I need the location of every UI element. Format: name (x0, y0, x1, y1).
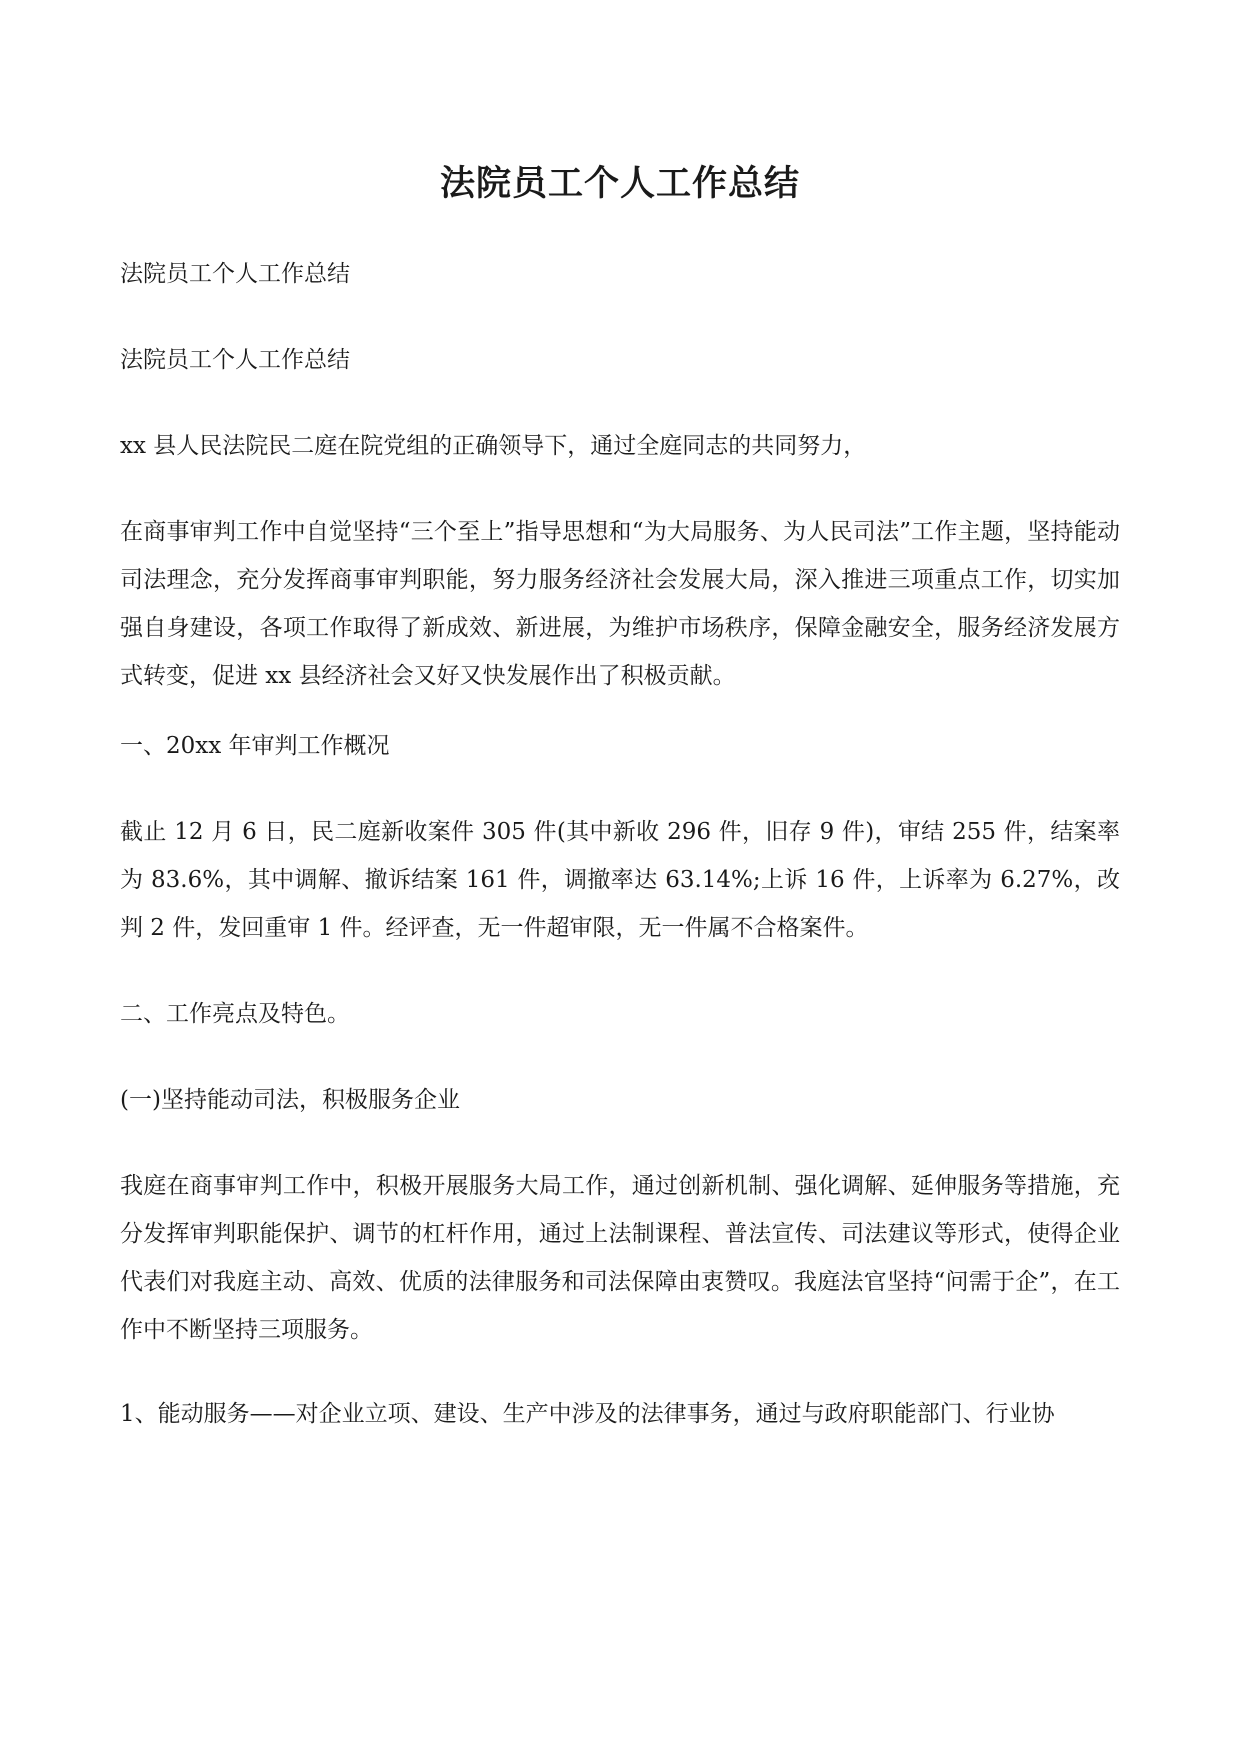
intro-paragraph: xx 县人民法院民二庭在院党组的正确领导下，通过全庭同志的共同努力， (120, 433, 867, 459)
document-title: 法院员工个人工作总结 (439, 163, 800, 204)
subtitle-line-2: 法院员工个人工作总结 (120, 347, 350, 373)
statistics-paragraph: 截止 12 月 6 日，民二庭新收案件 305 件(其中新收 296 件，旧存 9 件)，审结 255 件，结案率为 83.6%，其中调解、撤诉结案 161 件，调撤率达 63.14%;上诉 16 件，上诉率为 6.27%，改判 2 件，发回重审 1 件。经评查，无一件超审限，无一件属不合格案件。 (120, 819, 1120, 941)
section-heading-1: 一、20xx 年审判工作概况 (120, 733, 390, 759)
subtitle-line-1: 法院员工个人工作总结 (120, 261, 350, 287)
body-paragraph-main: 在商事审判工作中自觉坚持“三个至上”指导思想和“为大局服务、为人民司法”工作主题，坚持能动司法理念，充分发挥商事审判职能，努力服务经济社会发展大局，深入推进三项重点工作，切实加强自身建设，各项工作取得了新成效、新进展，为维护市场秩序，保障金融安全，服务经济发展方式转变，促进 xx 县经济社会又好又快发展作出了积极贡献。 (120, 519, 1120, 689)
service-paragraph: 我庭在商事审判工作中，积极开展服务大局工作，通过创新机制、强化调解、延伸服务等措施，充分发挥审判职能保护、调节的杠杆作用，通过上法制课程、普法宣传、司法建议等形式，使得企业代表们对我庭主动、高效、优质的法律服务和司法保障由衷赞叹。我庭法官坚持“问需于企”，在工作中不断坚持三项服务。 (120, 1173, 1120, 1343)
list-item-1: 1、能动服务——对企业立项、建设、生产中涉及的法律事务，通过与政府职能部门、行业协 (120, 1401, 1055, 1427)
subsection-heading-1: (一)坚持能动司法，积极服务企业 (120, 1087, 460, 1113)
section-heading-2: 二、工作亮点及特色。 (120, 1001, 350, 1027)
